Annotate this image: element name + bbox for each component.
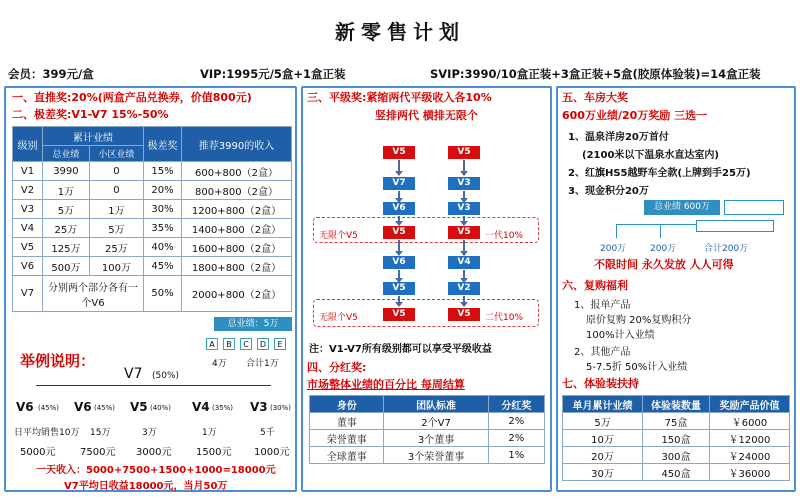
lv-name-4: V4 — [192, 400, 210, 414]
lv-name-2: V6 — [74, 400, 92, 414]
car-house-subtitle: 600万业绩/20万奖励 三选一 — [562, 109, 708, 122]
cell: 30万 — [563, 464, 643, 481]
th-trial-qty: 体验装数量 — [643, 396, 710, 413]
upgrade-bonus-heading: 三、平级奖:紧缩两代平级收入各10% — [307, 91, 492, 104]
arrow — [398, 296, 400, 303]
cell: ￥36000 — [709, 464, 789, 481]
lv-pct-5: (30%) — [270, 404, 292, 412]
th-month-perf: 单月累计业绩 — [563, 396, 643, 413]
cell: 20% — [144, 181, 182, 200]
w200-a: 200万 — [600, 244, 627, 254]
box-c: C — [240, 338, 252, 350]
direct-bonus-heading: 一、直推奖:20%(两盒产品兑换券，价值800元) — [12, 91, 252, 104]
table-row — [563, 413, 790, 430]
cell: 800+800（2盒） — [182, 181, 292, 200]
day-income: 一天收入：5000+7500+1500+1000=18000元 — [36, 465, 276, 476]
cell: 25万 — [43, 219, 90, 238]
th-identity: 身份 — [310, 396, 384, 413]
arrow — [398, 270, 400, 279]
perf-box-small — [696, 220, 774, 232]
th-team: 团队标准 — [384, 396, 488, 413]
lv-pct-2: (45%) — [94, 404, 116, 412]
cell: 150盒 — [643, 430, 710, 447]
level-bonus-heading: 二、极差奖:V1-V7 15%-50% — [12, 108, 169, 121]
item-1b: (2100米以下温泉水直达室内) — [582, 150, 719, 161]
table-row — [13, 257, 292, 276]
lnode-7: V5 — [383, 308, 415, 321]
cell: 40% — [144, 238, 182, 257]
earn-1: 5000元 — [20, 447, 56, 458]
no-limit-text: 不限时间 永久发放 人人可得 — [594, 258, 734, 271]
cell: 5万 — [563, 413, 643, 430]
box-a: A — [206, 338, 218, 350]
rp-1b: 100%计入业绩 — [586, 330, 655, 341]
example-heading: 举例说明： — [20, 352, 96, 370]
trial-table — [562, 395, 790, 481]
cell: 2% — [488, 430, 544, 447]
lnode-4: V5 — [383, 226, 415, 239]
vip-price: VIP:1995元/5盒+1盒正装 — [200, 67, 346, 81]
arrow — [463, 296, 465, 303]
cell: 分别两个部分各有一个V6 — [43, 276, 144, 312]
arrow — [463, 160, 465, 172]
cell: 董事 — [310, 413, 384, 430]
cell: 1万 — [43, 181, 90, 200]
lnode-1: V5 — [383, 146, 415, 159]
tree-line — [36, 385, 271, 386]
cell: 600+800（2盒） — [182, 162, 292, 181]
cell: 1800+800（2盒） — [182, 257, 292, 276]
mid-4: 1万 — [202, 428, 217, 438]
upgrade-subtitle: 竖排两代 横排无限个 — [375, 109, 478, 122]
cell: 35% — [144, 219, 182, 238]
cell: V4 — [13, 219, 43, 238]
arrow — [398, 240, 400, 252]
cell: 450盒 — [643, 464, 710, 481]
car-house-heading: 五、车房大奖 — [562, 91, 628, 104]
daily-sales-label: 日平均销售10万 — [14, 428, 80, 438]
rp-2a: 5-7.5折 50%计入业绩 — [586, 362, 688, 373]
earn-5: 1000元 — [254, 447, 290, 458]
lv-pct-1: (45%) — [38, 404, 60, 412]
rnode-3: V3 — [448, 202, 480, 215]
v7-label: V7 — [124, 366, 143, 382]
cell: 1200+800（2盒） — [182, 200, 292, 219]
arrow — [463, 270, 465, 279]
rnode-2: V3 — [448, 177, 480, 190]
member-price: 会员：399元/盒 — [8, 67, 94, 81]
box-b: B — [223, 338, 235, 350]
cell: 1600+800（2盒） — [182, 238, 292, 257]
cell: 2% — [488, 413, 544, 430]
cell: ￥24000 — [709, 447, 789, 464]
rp-1: 1、报单产品 — [574, 300, 631, 311]
tree-line — [616, 224, 696, 225]
cell: 25万 — [89, 238, 143, 257]
mid-3: 3万 — [142, 428, 157, 438]
w200-b: 200万 — [650, 244, 677, 254]
table-row — [310, 413, 545, 430]
th-perf: 累计业绩 — [43, 127, 144, 146]
item-1: 1、温泉洋房20万首付 — [568, 132, 669, 143]
cell: 3个董事 — [384, 430, 488, 447]
rp-1a: 原价复购 20%复购积分 — [586, 315, 692, 326]
tree-line — [616, 224, 617, 238]
item-3: 3、现金积分20万 — [568, 186, 649, 197]
lnode-6: V5 — [383, 282, 415, 295]
arrow — [463, 240, 465, 252]
cell: 全球董事 — [310, 447, 384, 464]
cell: 3990 — [43, 162, 90, 181]
cell: 1% — [488, 447, 544, 464]
cell: 2个V7 — [384, 413, 488, 430]
total-perf-label: 总业绩：5万 — [214, 317, 292, 331]
page-title: 新零售计划 — [335, 20, 465, 44]
earn-3: 3000元 — [136, 447, 172, 458]
th-level: 级别 — [13, 127, 43, 162]
level-table — [12, 126, 292, 312]
cell: V3 — [13, 200, 43, 219]
perf-box — [724, 200, 784, 215]
upgrade-note: 注：V1-V7所有级别都可以享受平级收益 — [309, 344, 492, 355]
mid-1: 15万 — [90, 428, 111, 438]
lnode-5: V6 — [383, 256, 415, 269]
arrow — [398, 160, 400, 172]
cell: 5万 — [89, 219, 143, 238]
cell: 5万 — [43, 200, 90, 219]
earn-2: 7500元 — [80, 447, 116, 458]
table-row — [563, 447, 790, 464]
infinite-v5-2: 无限个V5 — [319, 313, 358, 323]
cell: 75盒 — [643, 413, 710, 430]
cell: 50% — [144, 276, 182, 312]
total-600-label: 总业绩 600万 — [644, 200, 720, 215]
cell: 1万 — [89, 200, 143, 219]
cell: V6 — [13, 257, 43, 276]
table-row — [563, 464, 790, 481]
svip-price: SVIP:3990/10盒正装+3盒正装+5盒(胶原体验装)=14盒正装 — [430, 67, 761, 81]
th-dividend: 分红奖 — [488, 396, 544, 413]
th-small: 小区业绩 — [89, 146, 143, 162]
table-row — [563, 430, 790, 447]
cell: 30% — [144, 200, 182, 219]
cell: 2000+800（2盒） — [182, 276, 292, 312]
v7-average: V7平均日收益18000元，当月50万 — [64, 481, 228, 492]
lv-pct-3: (40%) — [150, 404, 172, 412]
table-row — [13, 219, 292, 238]
cell: 125万 — [43, 238, 90, 257]
earn-4: 1500元 — [196, 447, 232, 458]
v7-pct: (50%) — [152, 371, 180, 381]
lnode-2: V7 — [383, 177, 415, 190]
arrow — [398, 191, 400, 199]
lv-name-5: V3 — [250, 400, 268, 414]
table-row — [13, 200, 292, 219]
middle-panel — [301, 86, 552, 492]
right-panel — [556, 86, 796, 492]
table-row — [13, 276, 292, 312]
w4-label: 4万 — [212, 359, 227, 369]
cell: V5 — [13, 238, 43, 257]
arrow — [398, 216, 400, 222]
lnode-3: V6 — [383, 202, 415, 215]
lv-name-3: V5 — [130, 400, 148, 414]
item-2: 2、红旗HS5越野车全款(上牌到手25万) — [568, 168, 751, 179]
rnode-1: V5 — [448, 146, 480, 159]
gen2-label: 二代10% — [485, 313, 524, 323]
cell: 0 — [89, 181, 143, 200]
rnode-7: V5 — [448, 308, 480, 321]
th-diff: 极差奖 — [144, 127, 182, 162]
th-total: 总业绩 — [43, 146, 90, 162]
rnode-4: V5 — [448, 226, 480, 239]
cell: ￥12000 — [709, 430, 789, 447]
arrow — [463, 216, 465, 222]
rnode-5: V4 — [448, 256, 480, 269]
cell: V1 — [13, 162, 43, 181]
table-row — [13, 238, 292, 257]
w1-label: 合计1万 — [246, 359, 279, 369]
th-rec: 推荐3990的收入 — [182, 127, 292, 162]
cell: V7 — [13, 276, 43, 312]
mid-5: 5千 — [260, 428, 275, 438]
infinite-v5-1: 无限个V5 — [319, 231, 358, 241]
repurchase-heading: 六、复购福利 — [562, 279, 628, 292]
trial-heading: 七、体验装扶持 — [562, 377, 639, 390]
cell: ￥6000 — [709, 413, 789, 430]
tree-line — [660, 224, 661, 238]
table-row — [310, 447, 545, 464]
cell: 20万 — [563, 447, 643, 464]
dividend-subtitle: 市场整体业绩的百分比 每周结算 — [307, 378, 465, 391]
arrow — [463, 191, 465, 199]
cell: 荣誉董事 — [310, 430, 384, 447]
cell: V2 — [13, 181, 43, 200]
cell: 10万 — [563, 430, 643, 447]
cell: 100万 — [89, 257, 143, 276]
gen1-label: 一代10% — [485, 231, 524, 241]
th-reward-value: 奖励产品价值 — [709, 396, 789, 413]
cell: 0 — [89, 162, 143, 181]
box-e: E — [274, 338, 286, 350]
rp-2: 2、其他产品 — [574, 347, 631, 358]
box-d: D — [257, 338, 269, 350]
table-row — [13, 181, 292, 200]
dividend-heading: 四、分红奖: — [307, 361, 367, 374]
cell: 3个荣誉董事 — [384, 447, 488, 464]
lv-pct-4: (35%) — [212, 404, 234, 412]
cell: 45% — [144, 257, 182, 276]
rnode-6: V2 — [448, 282, 480, 295]
cell: 500万 — [43, 257, 90, 276]
cell: 15% — [144, 162, 182, 181]
cell: 1400+800（2盒） — [182, 219, 292, 238]
w200-c: 合计200万 — [704, 244, 749, 254]
lv-name-1: V6 — [16, 400, 34, 414]
left-panel — [4, 86, 297, 492]
table-row — [13, 162, 292, 181]
table-row — [310, 430, 545, 447]
cell: 300盒 — [643, 447, 710, 464]
dividend-table — [309, 395, 545, 464]
